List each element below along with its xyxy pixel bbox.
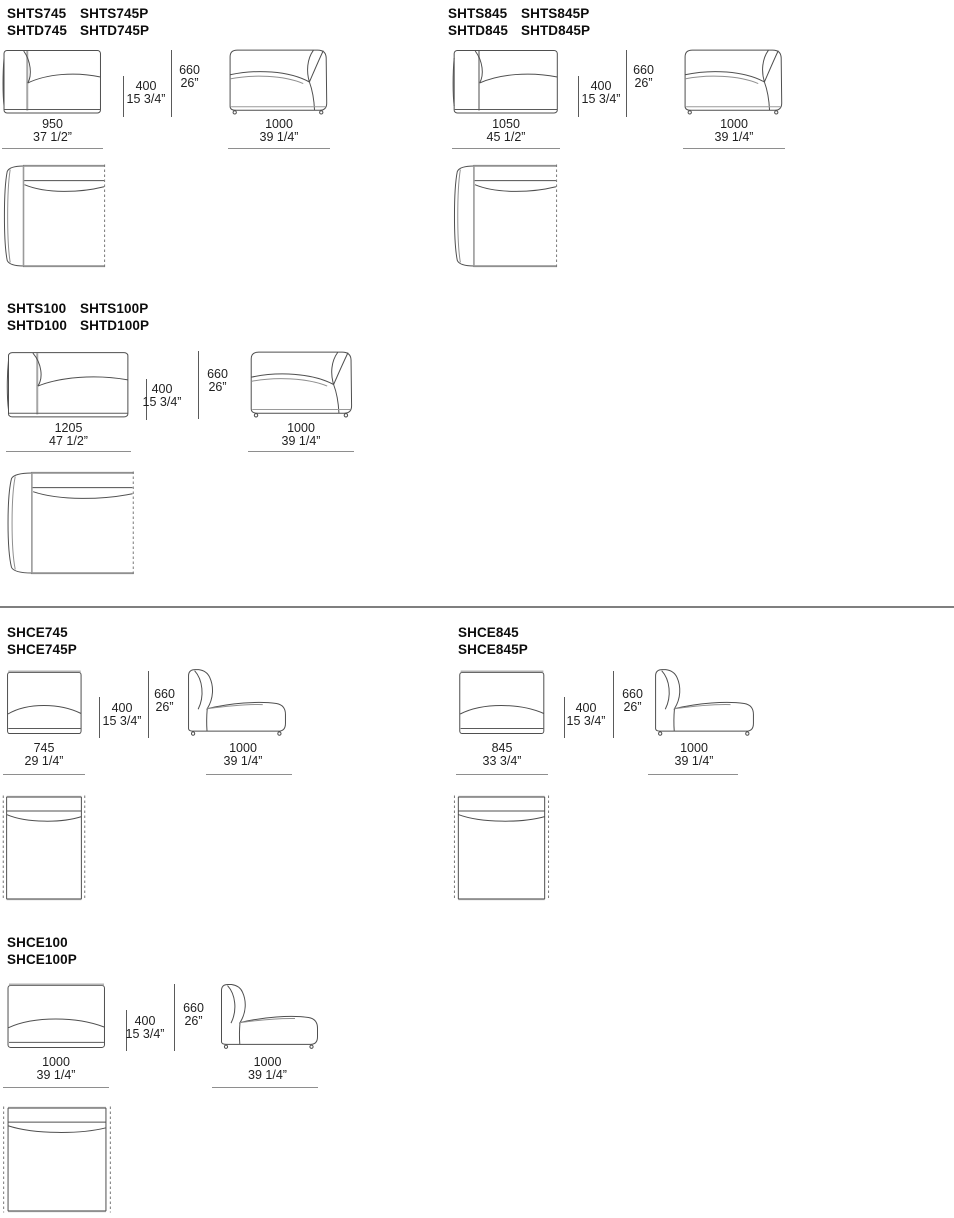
- depth-dimension: 1000 39 1/4”: [281, 421, 321, 448]
- dimension-rule: [6, 451, 131, 452]
- plan-view-drawing: [5, 471, 135, 575]
- product-code: SHTD745: [7, 23, 67, 38]
- product-code: SHTS845P: [521, 6, 590, 21]
- product-code: SHTD100: [7, 318, 67, 333]
- product-codes-shce100: [7, 934, 77, 968]
- depth-dimension: 1000 39 1/4”: [223, 741, 263, 768]
- product-code: SHTS845: [448, 6, 508, 21]
- front-view-drawing: [452, 48, 560, 116]
- side-view-drawing: [651, 666, 757, 739]
- dimension-rule: [212, 1087, 318, 1088]
- side-view-drawing: [184, 666, 289, 739]
- depth-dimension: 1000 39 1/4”: [259, 117, 299, 144]
- depth-dimension: 1000 39 1/4”: [674, 741, 714, 768]
- plan-view-drawing: [2, 164, 106, 268]
- plan-view-drawing: [453, 795, 550, 901]
- product-code: SHCE845P: [458, 642, 528, 657]
- front-view-drawing: [6, 350, 131, 420]
- product-code: SHCE745P: [7, 642, 77, 657]
- total-height-dimension: 660 26”: [207, 367, 228, 394]
- depth-dimension: 1000 39 1/4”: [714, 117, 754, 144]
- dimension-rule: [683, 148, 785, 149]
- front-view-drawing: [6, 983, 107, 1051]
- front-width-dimension: 1050 45 1/2”: [486, 117, 526, 144]
- product-code: SHTD100P: [80, 318, 150, 333]
- front-view-drawing: [458, 670, 546, 737]
- dimension-rule: [2, 148, 103, 149]
- product-codes-shce745: [7, 624, 77, 658]
- total-height-dimension: 660 26”: [183, 1001, 204, 1028]
- product-code: SHCE100P: [7, 952, 77, 967]
- product-code: SHTD845: [448, 23, 508, 38]
- seat-height-dimension: 400 15 3/4”: [566, 701, 606, 728]
- front-width-dimension: 845 33 3/4”: [482, 741, 522, 768]
- product-code: SHTS745: [7, 6, 67, 21]
- product-codes-shts845: [448, 5, 590, 39]
- side-view-drawing: [248, 349, 355, 420]
- product-code: SHTD845P: [521, 23, 591, 38]
- dimension-rule: [206, 774, 292, 775]
- seat-height-dimension: 400 15 3/4”: [102, 701, 142, 728]
- product-code: SHTS100: [7, 301, 67, 316]
- product-code: SHTS745P: [80, 6, 149, 21]
- plan-view-drawing: [2, 795, 86, 901]
- plan-view-drawing: [2, 1106, 112, 1213]
- section-divider: [0, 606, 954, 608]
- dimension-rule: [456, 774, 548, 775]
- dimension-rule: [228, 148, 330, 149]
- dimension-rule: [3, 1087, 109, 1088]
- front-width-dimension: 1205 47 1/2”: [49, 421, 88, 448]
- front-width-dimension: 745 29 1/4”: [24, 741, 64, 768]
- product-code: SHCE745: [7, 625, 68, 640]
- side-view-drawing: [227, 47, 330, 117]
- total-height-dimension: 660 26”: [633, 63, 654, 90]
- product-code: SHTS100P: [80, 301, 149, 316]
- side-view-drawing: [217, 981, 321, 1052]
- front-view-drawing: [2, 48, 103, 116]
- product-code: SHCE845: [458, 625, 519, 640]
- front-width-dimension: 950 37 1/2”: [33, 117, 72, 144]
- plan-view-drawing: [452, 164, 558, 268]
- product-code: SHTD745P: [80, 23, 150, 38]
- dimension-rule: [3, 774, 85, 775]
- total-height-dimension: 660 26”: [622, 687, 643, 714]
- seat-height-dimension: 400 15 3/4”: [125, 1014, 165, 1041]
- product-codes-shce845: [458, 624, 528, 658]
- side-view-drawing: [682, 47, 785, 117]
- product-codes-shts745: [7, 5, 149, 39]
- dimension-rule: [452, 148, 560, 149]
- seat-height-dimension: 400 15 3/4”: [142, 382, 182, 409]
- seat-height-dimension: 400 15 3/4”: [581, 79, 621, 106]
- seat-height-dimension: 400 15 3/4”: [126, 79, 166, 106]
- dimension-rule: [248, 451, 354, 452]
- dimension-rule: [648, 774, 738, 775]
- product-codes-shts100: [7, 300, 149, 334]
- front-view-drawing: [6, 670, 83, 737]
- depth-dimension: 1000 39 1/4”: [248, 1055, 287, 1082]
- total-height-dimension: 660 26”: [179, 63, 200, 90]
- product-code: SHCE100: [7, 935, 68, 950]
- total-height-dimension: 660 26”: [154, 687, 175, 714]
- front-width-dimension: 1000 39 1/4”: [36, 1055, 76, 1082]
